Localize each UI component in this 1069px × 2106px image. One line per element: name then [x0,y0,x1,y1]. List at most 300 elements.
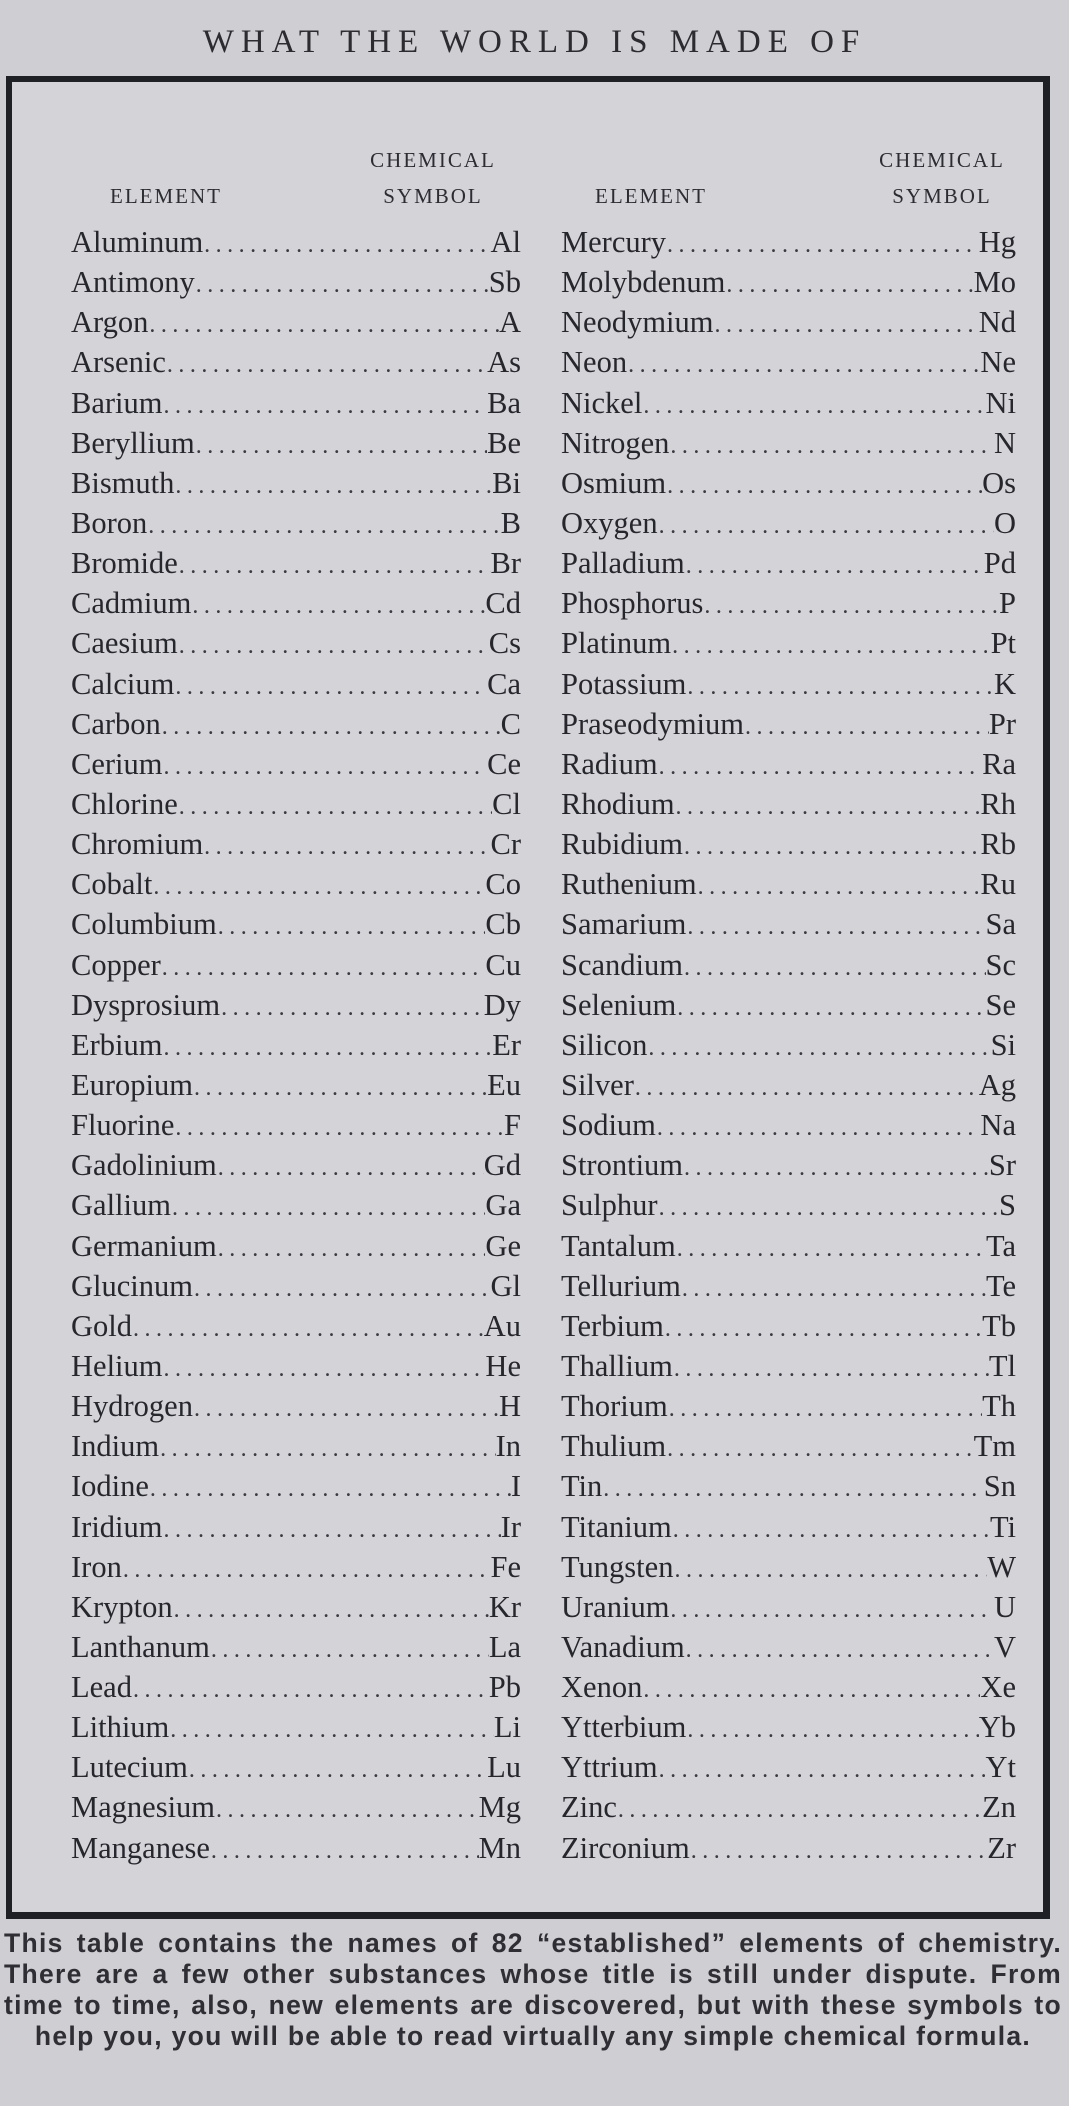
element-name: Indium [71,1429,160,1464]
dot-leader [163,1349,486,1386]
table-row [561,1707,1016,1747]
dot-leader [163,1510,501,1547]
element-name: Silver [561,1067,634,1102]
dot-leader [174,667,487,704]
element-symbol: Gd [483,1148,521,1183]
table-row [71,1587,521,1627]
element-name: Glucinum [71,1268,193,1303]
dot-leader [642,386,985,423]
dot-leader [681,1269,986,1306]
table-row [561,1185,1016,1225]
table-row [71,1466,521,1506]
element-symbol: Cs [488,626,521,661]
table-row [71,1386,521,1426]
element-symbol: Xe [980,1670,1016,1705]
table-row [71,945,521,985]
dot-leader [683,827,980,864]
table-row [71,1105,521,1145]
dot-leader [147,506,500,543]
element-name: Tellurium [561,1268,681,1303]
element-symbol: Gl [490,1268,521,1303]
table-row [71,1226,521,1266]
element-symbol: Ba [487,385,521,420]
element-symbol: Dy [483,987,521,1022]
left-element-list [71,222,521,1868]
right-column [561,148,1016,1868]
element-name: Sodium [561,1108,656,1143]
dot-leader [690,1831,987,1868]
table-row [71,342,521,382]
dot-leader [658,1188,999,1225]
table-row [71,1667,521,1707]
element-symbol: Bi [492,465,521,500]
element-symbol: Pt [990,626,1016,661]
element-name: Aluminum [71,225,204,259]
dot-leader [685,546,984,583]
element-name: Samarium [561,907,687,942]
element-name: Osmium [561,465,667,500]
element-name: Xenon [561,1670,643,1705]
element-name: Lithium [71,1710,170,1745]
element-name: Zirconium [561,1830,690,1865]
element-symbol: Ni [985,385,1016,420]
element-name: Molybdenum [561,265,726,300]
table-row [71,1507,521,1547]
element-name: Ytterbium [561,1710,687,1745]
dot-leader [669,1590,994,1627]
table-row [71,583,521,623]
table-row [561,1747,1016,1787]
dot-leader [193,1269,491,1306]
dot-leader [602,1469,983,1506]
dot-leader [161,948,486,985]
element-symbol: Be [487,425,521,460]
header-symbol: SYMBOL [383,184,483,208]
element-symbol: B [500,505,521,540]
element-symbol: Si [990,1027,1016,1062]
table-row [561,784,1016,824]
element-name: Tantalum [561,1228,676,1263]
table-row [71,623,521,663]
header-chemical: CHEMICAL [370,148,496,172]
element-symbol: Br [490,546,521,581]
element-symbol: In [495,1429,521,1464]
dot-leader [725,265,973,302]
dot-leader [122,1550,491,1587]
table-row [71,222,521,262]
dot-leader [744,707,989,744]
dot-leader [697,867,981,904]
element-name: Tin [561,1469,603,1504]
element-symbol: Pr [988,706,1016,741]
element-symbol: Te [985,1268,1016,1303]
element-symbol: Eu [487,1067,521,1102]
dot-leader [159,1429,495,1466]
element-name: Fluorine [71,1108,175,1143]
dot-leader [686,907,985,944]
table-row [561,1266,1016,1306]
element-name: Mercury [561,225,667,259]
dot-leader [178,626,489,663]
element-name: Bromide [71,546,178,581]
element-symbol: O [993,505,1016,540]
element-name: Selenium [561,987,677,1022]
dot-leader [217,1229,486,1266]
dot-leader [163,386,488,423]
dot-leader [714,305,979,342]
element-name: Praseodymium [561,706,744,741]
dot-leader [683,948,986,985]
element-name: Gallium [71,1188,171,1223]
dot-leader [178,787,492,824]
left-column [71,148,521,1868]
header-chemical: CHEMICAL [879,148,1005,172]
element-symbol: Sr [988,1148,1016,1183]
element-name: Zinc [561,1790,617,1825]
element-symbol: Sn [983,1469,1016,1504]
element-symbol: Rh [980,786,1016,821]
dot-leader [685,1630,994,1667]
header-symbol: SYMBOL [892,184,992,208]
table-row [561,1507,1016,1547]
dot-leader [676,988,985,1025]
table-row [71,704,521,744]
dot-leader [669,426,994,463]
table-row [71,1185,521,1225]
element-symbol: Ga [485,1188,521,1223]
table-row [561,222,1016,262]
element-symbol: K [993,666,1016,701]
table-row [561,1145,1016,1185]
table-row [561,1627,1016,1667]
dot-leader [210,1630,489,1667]
element-symbol: Cu [485,947,521,982]
element-symbol: Al [490,225,521,259]
element-symbol: Fe [490,1549,521,1584]
table-row [71,302,521,342]
table-row [71,1747,521,1787]
element-symbol: Ge [485,1228,521,1263]
element-name: Thorium [561,1389,668,1424]
element-symbol: Th [982,1389,1016,1424]
dot-leader [686,667,994,704]
table-row [561,383,1016,423]
element-name: Calcium [71,666,175,701]
dot-leader [149,1469,511,1506]
table-row [561,1587,1016,1627]
element-name: Gadolinium [71,1148,217,1183]
element-symbol: He [485,1348,521,1383]
element-symbol: Ra [982,746,1016,781]
dot-leader [668,1389,982,1426]
table-row [561,664,1016,704]
element-name: Lutecium [71,1750,188,1785]
element-name: Argon [71,305,149,340]
element-symbol: A [498,305,521,340]
element-symbol: Nd [978,305,1016,340]
dot-leader [203,225,490,262]
table-row [71,262,521,302]
dot-leader [188,1750,487,1787]
table-row [561,744,1016,784]
element-name: Neodymium [561,305,714,340]
table-row [71,1266,521,1306]
element-symbol: Se [985,987,1016,1022]
element-name: Helium [71,1348,163,1383]
dot-leader [673,1550,987,1587]
table-row [561,262,1016,302]
dot-leader [166,345,487,382]
table-row [71,1627,521,1667]
dot-leader [617,1790,982,1827]
dot-leader [642,1670,980,1707]
table-row [561,945,1016,985]
element-name: Iridium [71,1509,163,1544]
element-name: Carbon [71,706,161,741]
element-symbol: Li [493,1710,521,1745]
table-row [561,1547,1016,1587]
table-row [561,704,1016,744]
dot-leader [195,426,487,463]
element-name: Rhodium [561,786,675,821]
dot-leader [647,1028,990,1065]
dot-leader [195,265,489,302]
element-name: Sulphur [561,1188,658,1223]
element-symbol: Yb [978,1710,1016,1745]
dot-leader [174,466,492,503]
table-row [561,463,1016,503]
element-name: Columbium [71,907,217,942]
header-element: ELEMENT [595,184,707,208]
table-row [71,824,521,864]
dot-leader [703,586,999,623]
element-name: Barium [71,385,163,420]
element-symbol: La [488,1629,521,1664]
table-row [71,1145,521,1185]
table-row [561,1787,1016,1827]
element-symbol: Cr [490,827,521,862]
element-name: Cadmium [71,586,192,621]
element-name: Bismuth [71,465,175,500]
element-name: Vanadium [561,1629,685,1664]
element-name: Neon [561,345,628,380]
element-symbol: Zn [982,1790,1016,1825]
dot-leader [671,626,990,663]
dot-leader [666,1429,974,1466]
table-row [561,1828,1016,1868]
dot-leader [656,1108,981,1145]
table-row [71,1547,521,1587]
table-row [561,1025,1016,1065]
element-name: Terbium [561,1308,664,1343]
element-symbol: N [993,425,1016,460]
element-symbol: W [987,1549,1016,1584]
table-row [71,1426,521,1466]
table-row [71,1787,521,1827]
element-name: Titanium [561,1509,672,1544]
element-symbol: Pd [983,546,1016,581]
page-title: WHAT THE WORLD IS MADE OF [202,24,867,60]
dot-leader [217,1148,484,1185]
element-symbol: Zr [987,1830,1016,1865]
dot-leader [664,1309,982,1346]
element-name: Magnesium [71,1790,216,1825]
element-symbol: Co [485,867,521,902]
header-element: ELEMENT [110,184,222,208]
table-row [561,1386,1016,1426]
footnote-caption: This table contains the names of 82 “established” elements of chemistry. There are a few other substances whose title is still under dispute. From time to time, also, new elements are discovered, but with these symbols to help you, you will be able to read virtually any simple chemical formula. [4,1928,1062,2051]
element-name: Antimony [71,265,195,300]
dot-leader [174,1108,504,1145]
element-symbol: Cl [492,786,521,821]
table-row [561,1105,1016,1145]
element-symbol: Ru [980,867,1016,902]
dot-leader [658,1750,986,1787]
dot-leader [161,707,501,744]
element-symbol: F [504,1108,521,1143]
table-row [561,1306,1016,1346]
element-symbol: As [487,345,521,380]
dot-leader [627,345,980,382]
dot-leader [658,747,983,784]
table-row [561,824,1016,864]
table-row [561,1426,1016,1466]
element-name: Yttrium [561,1750,658,1785]
element-name: Cerium [71,746,163,781]
element-symbol: Yt [985,1750,1016,1785]
element-symbol: Os [982,465,1016,500]
element-name: Erbium [71,1027,163,1062]
element-symbol: Hg [978,225,1016,259]
dot-leader [203,827,490,864]
dot-leader [132,1670,489,1707]
element-symbol: Au [483,1308,521,1343]
element-symbol: C [500,706,521,741]
element-name: Scandium [561,947,683,982]
element-symbol: Mn [478,1830,521,1865]
element-symbol: Pb [488,1670,521,1705]
element-name: Dysprosium [71,987,221,1022]
element-name: Krypton [71,1589,173,1624]
element-symbol: Lu [487,1750,521,1785]
element-name: Iodine [71,1469,149,1504]
element-name: Lanthanum [71,1629,210,1664]
element-name: Caesium [71,626,178,661]
table-row [71,1828,521,1868]
element-symbol: Na [980,1108,1016,1143]
element-symbol: Cd [485,586,521,621]
table-row [71,543,521,583]
element-symbol: Sa [985,907,1016,942]
element-name: Nitrogen [561,425,670,460]
element-symbol: Mg [478,1790,521,1825]
table-row [71,985,521,1025]
dot-leader [634,1068,979,1105]
table-row [561,1065,1016,1105]
element-name: Manganese [71,1830,210,1865]
element-symbol: Ir [500,1509,521,1544]
element-symbol: Rb [980,827,1016,862]
table-row [561,503,1016,543]
element-symbol: Tl [988,1348,1016,1383]
table-row [71,784,521,824]
table-row [561,1667,1016,1707]
table-row [71,1065,521,1105]
dot-leader [666,466,982,503]
element-name: Oxygen [561,505,658,540]
right-column-header [561,148,1016,222]
element-symbol: Ca [487,666,521,701]
table-row [71,1306,521,1346]
dot-leader [163,747,488,784]
table-row [71,383,521,423]
dot-leader [676,1229,986,1266]
dot-leader [220,988,484,1025]
table-row [561,864,1016,904]
table-row [561,543,1016,583]
dot-leader [666,225,979,262]
element-name: Thulium [561,1429,667,1464]
element-name: Boron [71,505,148,540]
table-row [561,1226,1016,1266]
element-name: Phosphorus [561,586,704,621]
element-name: Cobalt [71,867,153,902]
dot-leader [152,867,485,904]
element-name: Tungsten [561,1549,674,1584]
dot-leader [191,586,485,623]
dot-leader [173,1590,489,1627]
table-row [561,583,1016,623]
element-name: Nickel [561,385,643,420]
dot-leader [171,1188,485,1225]
element-symbol: P [999,586,1016,621]
dot-leader [132,1309,484,1346]
table-row [561,423,1016,463]
element-symbol: Ag [978,1067,1016,1102]
element-name: Palladium [561,546,685,581]
element-name: Copper [71,947,161,982]
element-name: Silicon [561,1027,648,1062]
element-name: Rubidium [561,827,684,862]
element-name: Germanium [71,1228,217,1263]
table-row [71,864,521,904]
dot-leader [672,1510,990,1547]
element-name: Iron [71,1549,122,1584]
table-row [561,1466,1016,1506]
table-row [561,1346,1016,1386]
right-element-list [561,222,1016,1868]
element-name: Lead [71,1670,132,1705]
element-symbol: Tb [982,1308,1016,1343]
element-name: Hydrogen [71,1389,193,1424]
table-row [71,744,521,784]
table-row [561,302,1016,342]
table-row [71,1707,521,1747]
table-row [71,1025,521,1065]
table-row [561,623,1016,663]
element-name: Uranium [561,1589,670,1624]
element-symbol: Tm [973,1429,1016,1464]
element-name: Thallium [561,1348,673,1383]
table-row [561,904,1016,944]
element-name: Chlorine [71,786,178,821]
table-row [71,904,521,944]
table-row [71,1346,521,1386]
element-symbol: Sb [488,265,521,300]
element-symbol: U [993,1589,1016,1624]
element-symbol: Sc [985,947,1016,982]
element-name: Arsenic [71,345,166,380]
